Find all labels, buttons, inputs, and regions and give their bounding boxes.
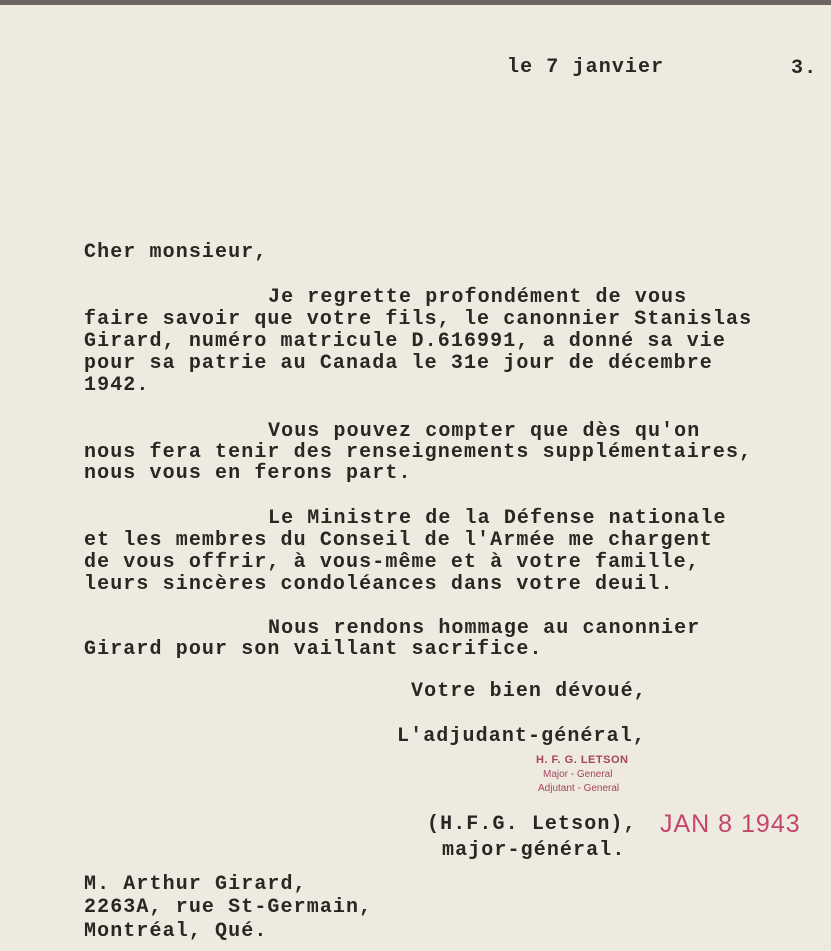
signature-title: L'adjudant-général, bbox=[397, 725, 646, 748]
signer-name: (H.F.G. Letson), bbox=[427, 813, 637, 836]
paragraph-line: Girard pour son vaillant sacrifice. bbox=[84, 638, 543, 661]
paragraph-line: 1942. bbox=[84, 374, 150, 397]
address-line: M. Arthur Girard, bbox=[84, 873, 307, 896]
paragraph-line: leurs sincères condoléances dans votre deuil. bbox=[84, 573, 674, 596]
signer-rank: major-général. bbox=[442, 839, 626, 862]
page-number: 3. bbox=[791, 57, 818, 80]
paragraph-line: Le Ministre de la Défense nationale bbox=[268, 507, 727, 530]
address-line: 2263A, rue St-Germain, bbox=[84, 896, 373, 919]
paragraph-line: et les membres du Conseil de l'Armée me chargent bbox=[84, 529, 713, 552]
salutation: Cher monsieur, bbox=[84, 241, 268, 264]
paragraph-line: Girard, numéro matricule D.616991, a donné sa vie bbox=[84, 330, 726, 353]
paragraph-line: Nous rendons hommage au canonnier bbox=[268, 617, 701, 640]
paragraph-line: Je regrette profondément de vous bbox=[268, 286, 688, 309]
stamp-role: Adjutant - General bbox=[538, 783, 620, 794]
stamp-rank: Major - General bbox=[543, 769, 613, 780]
paragraph-line: nous vous en ferons part. bbox=[84, 462, 412, 485]
page-top-edge bbox=[0, 0, 831, 5]
paragraph-line: pour sa patrie au Canada le 31e jour de décembre bbox=[84, 352, 713, 375]
closing: Votre bien dévoué, bbox=[411, 680, 647, 703]
received-date-stamp: JAN 8 1943 bbox=[660, 810, 801, 838]
stamp-name: H. F. G. LETSON bbox=[536, 754, 629, 766]
paragraph-line: Vous pouvez compter que dès qu'on bbox=[268, 420, 701, 443]
paragraph-line: de vous offrir, à vous-même et à votre famille, bbox=[84, 551, 700, 574]
paragraph-line: nous fera tenir des renseignements supplémentaires, bbox=[84, 441, 753, 464]
paragraph-line: faire savoir que votre fils, le canonnier Stanislas bbox=[84, 308, 753, 331]
address-line: Montréal, Qué. bbox=[84, 920, 268, 943]
letter-date: le 7 janvier bbox=[507, 56, 665, 79]
